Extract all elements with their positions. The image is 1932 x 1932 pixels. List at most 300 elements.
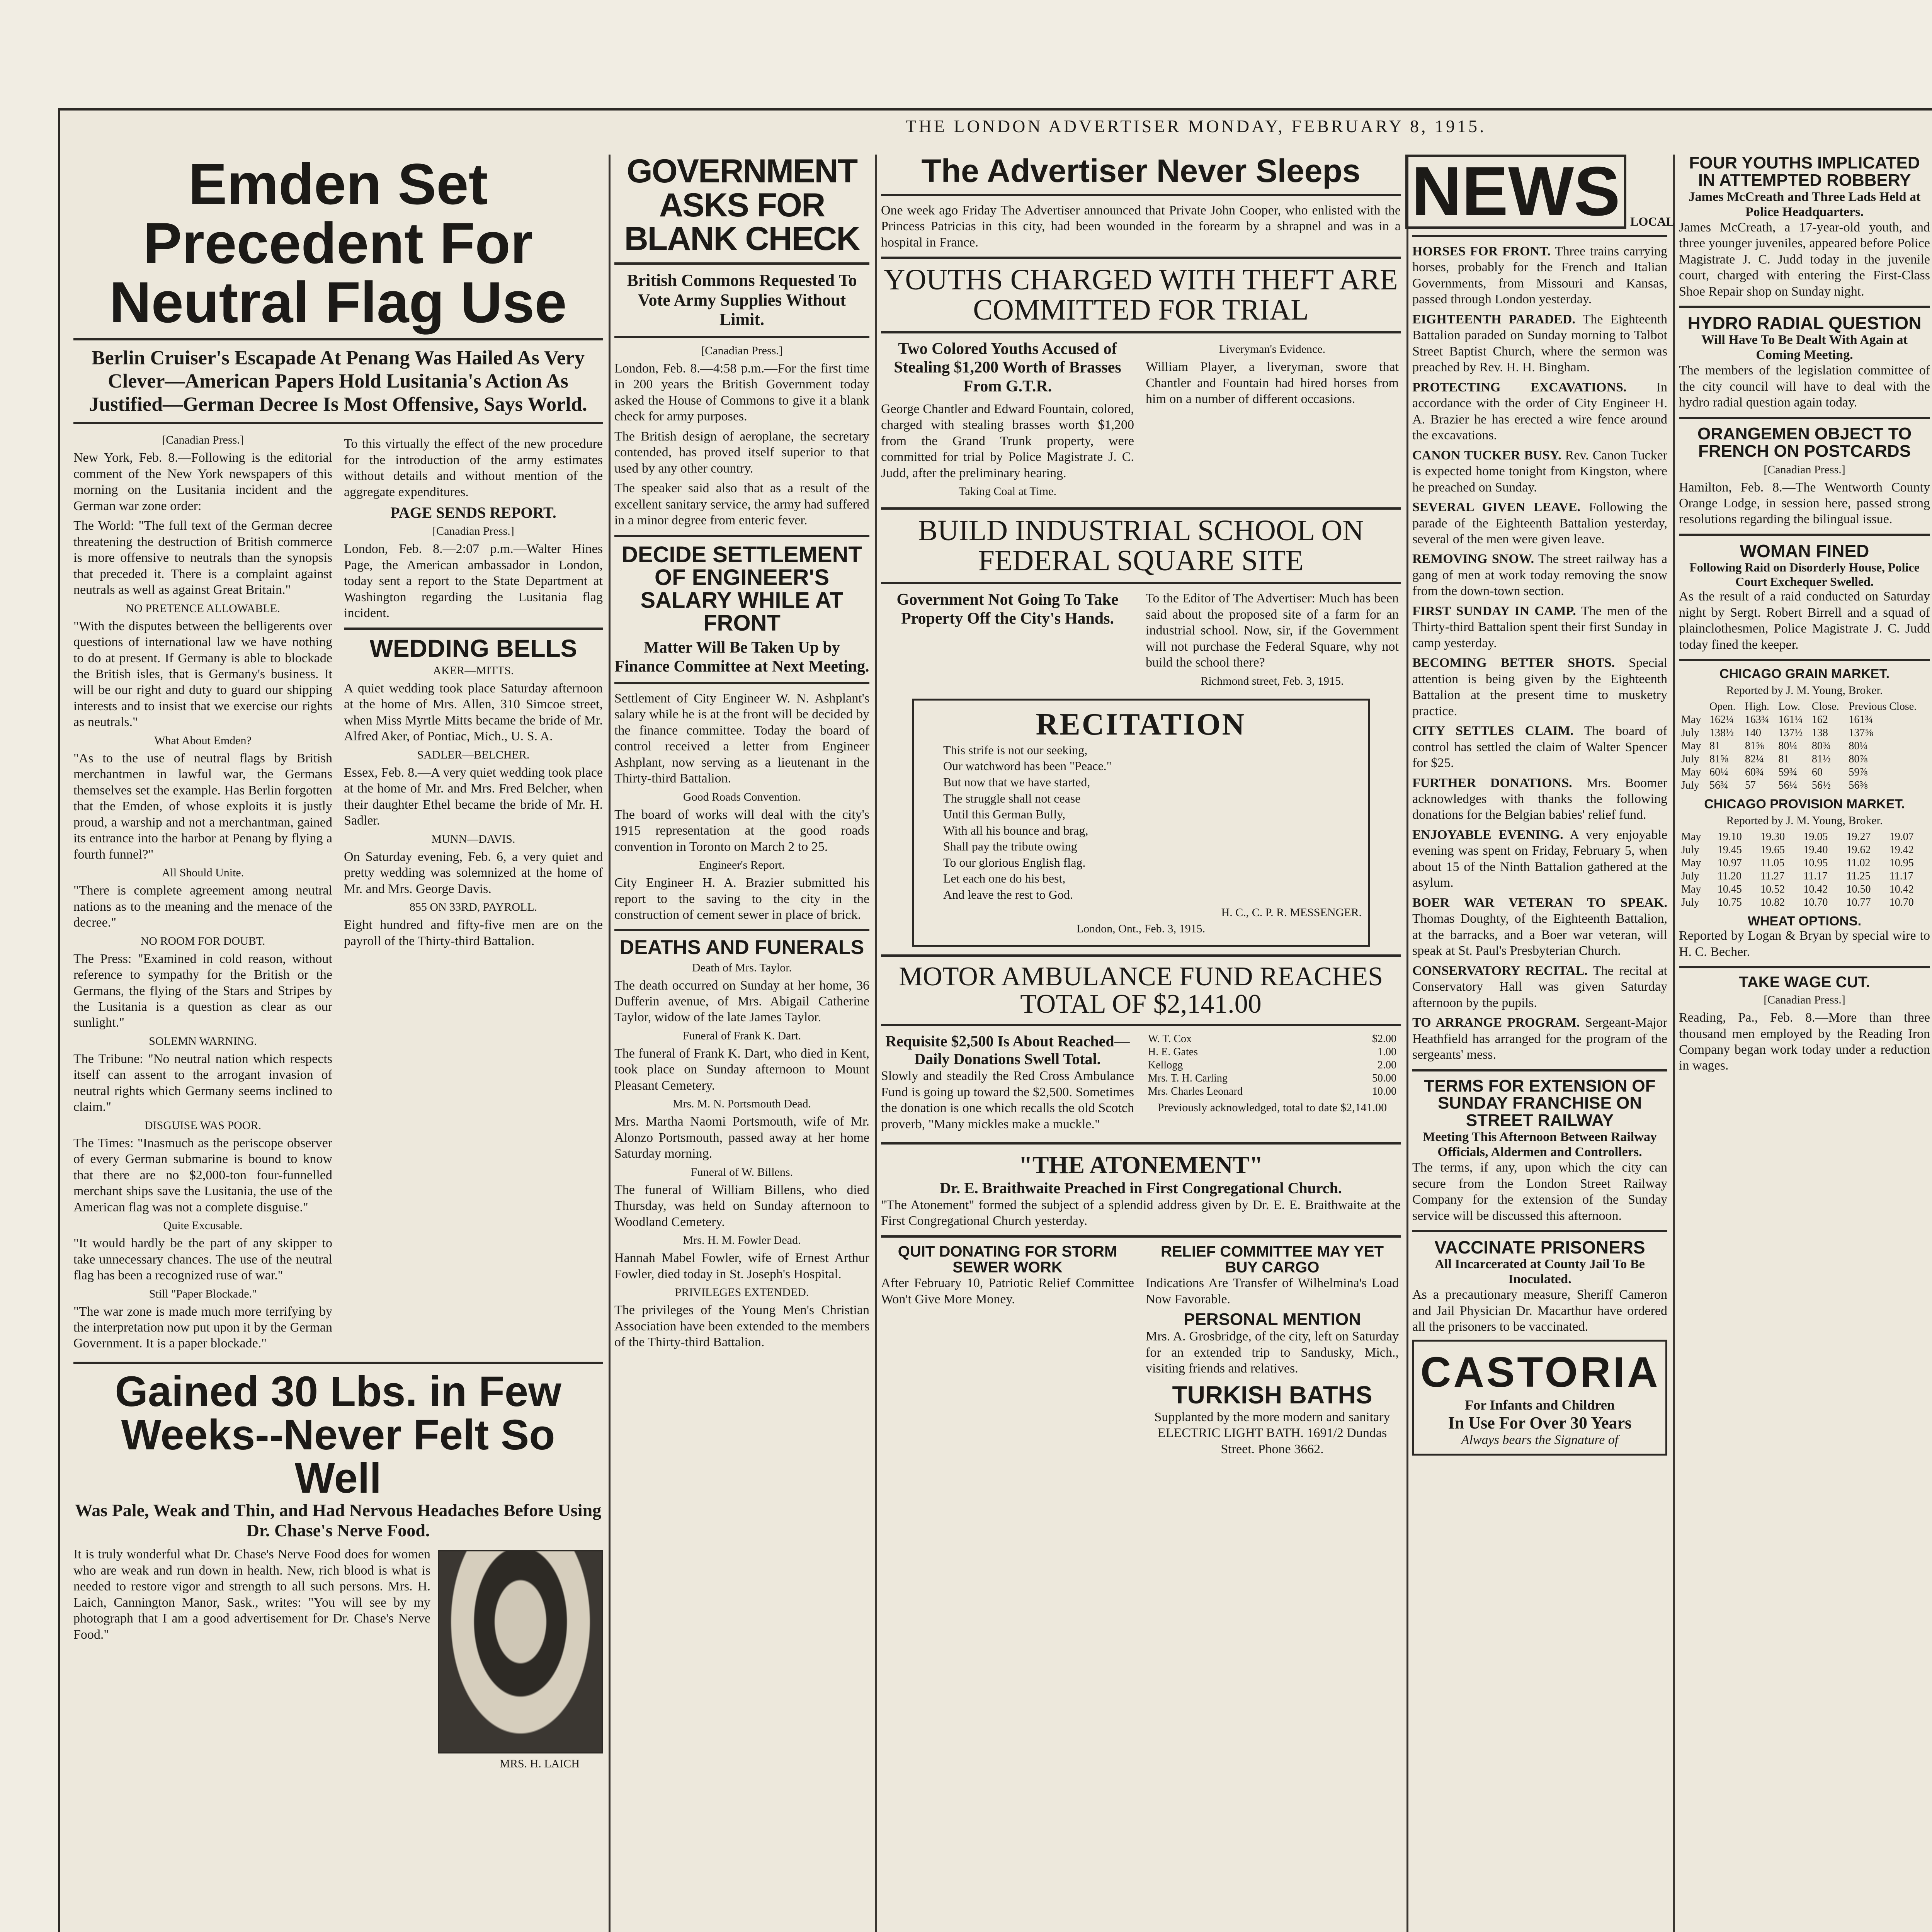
table-row (1679, 830, 1930, 844)
grain-market-heading: CHICAGO GRAIN MARKET. (1719, 667, 1890, 682)
article-paragraph: Reading, Pa., Feb. 8.—More than three thousand men employed by the Reading Iron Company began work today under a reduction in wages. (1679, 1010, 1930, 1073)
table-cell: 80¾ (1811, 740, 1831, 752)
table-header (1679, 700, 1930, 713)
letter-paragraph: To the Editor of The Advertiser: Much has been said about the proposed site of a farm for an industrial school. Now, sir, if the Government will not purchase the Federal Square, why not build the school there? (1146, 591, 1399, 670)
divider (881, 582, 1401, 584)
article-paragraph: The terms, if any, upon which the city can secure from the London Street Railway Company for the extension of the Sunday service will be discussed this afternoon. (1412, 1160, 1667, 1223)
poem-line: Our watchword has been "Peace." (943, 759, 1112, 773)
table-cell: May (1681, 713, 1701, 726)
table-cell: May (1681, 766, 1701, 778)
table-cell: 10.97 (1717, 857, 1742, 869)
atonement-deck: Dr. E. Braithwaite Preached in First Congregational Church. (940, 1179, 1342, 1197)
subhead: MUNN—DAVIS. (431, 832, 515, 845)
relief-cargo-headline: RELIEF COMMITTEE MAY YET BUY CARGO (1160, 1243, 1384, 1276)
credit: [Canadian Press.] (1764, 463, 1845, 476)
table-cell: 10.50 (1846, 883, 1871, 895)
divider (1679, 306, 1930, 308)
table-cell: 10.75 (1717, 896, 1742, 908)
article-paragraph: The men of the Thirty-third Battalion spent their first Sunday in camp yesterday. (1412, 604, 1668, 650)
divider (344, 628, 603, 630)
article-paragraph: Special attention is being given by the Eighteenth Battalion at the present time to musketry practice. (1412, 656, 1668, 718)
table-cell: 19.05 (1803, 830, 1828, 843)
divider (881, 331, 1401, 333)
article-paragraph: The recital at Conservatory Hall was given Saturday afternoon by the pupils. (1412, 963, 1667, 1010)
chase-ad-headline: Gained 30 Lbs. in Few Weeks--Never Felt So Well (115, 1367, 561, 1502)
subhead: 855 ON 33RD, PAYROLL. (409, 901, 537, 914)
article-paragraph: The funeral of Frank K. Dart, who died in Kent, took place on Sunday afternoon to Mount Pleasant Cemetery. (614, 1046, 869, 1093)
table-cell: 80¼ (1778, 740, 1798, 752)
woman-fined-deck: Following Raid on Disorderly House, Police Court Exchequer Swelled. (1689, 560, 1920, 588)
table-row (1679, 883, 1930, 896)
article-paragraph: "The war zone is made much more terrifying by the interpretation now put upon it by the German Government. It is a paper blockade." (73, 1304, 332, 1351)
atonement-headline: "THE ATONEMENT" (1019, 1151, 1263, 1179)
table-cell: 59¾ (1778, 766, 1798, 778)
poem-lines (920, 742, 1362, 903)
article-paragraph: Hamilton, Feb. 8.—The Wentworth County Orange Lodge, in session here, passed strong resolutions regarding the bilingual issue. (1679, 480, 1930, 527)
poem-line: Until this German Bully, (943, 807, 1066, 821)
table-cell: 19.07 (1889, 830, 1914, 843)
subhead: Death of Mrs. Taylor. (692, 961, 792, 974)
table-cell: 140 (1745, 726, 1761, 739)
hydro-headline: HYDRO RADIAL QUESTION (1687, 313, 1922, 333)
donations-total: Previously acknowledged, total to date $2,141.00 (1157, 1101, 1387, 1114)
table-row (1679, 713, 1930, 726)
table-cell: July (1681, 870, 1699, 882)
table-cell: 137⅝ (1849, 726, 1873, 739)
subhead: DISGUISE WAS POOR. (145, 1119, 261, 1132)
table-cell: 138 (1811, 726, 1828, 739)
subhead: ENJOYABLE EVENING. (1412, 827, 1563, 842)
table-row (1679, 844, 1930, 857)
subhead: SEVERAL GIVEN LEAVE. (1412, 500, 1581, 515)
table-cell: July (1681, 844, 1699, 856)
divider (614, 682, 869, 684)
article-paragraph: To this virtually the effect of the new procedure for the introduction of the army estimates without details and without mention of the aggregate expenditures. (344, 437, 603, 499)
subhead: Funeral of W. Billens. (690, 1165, 793, 1179)
table-row (1679, 870, 1930, 883)
column-rule (609, 155, 611, 1932)
table-cell: 10.82 (1760, 896, 1785, 908)
blank-check-headline: GOVERNMENT ASKS FOR BLANK CHECK (624, 153, 860, 258)
donor-name: Mrs. T. H. Carling (1148, 1072, 1228, 1085)
column-header: Close. (1811, 700, 1839, 713)
article-paragraph: Eight hundred and fifty-five men are on the payroll of the Thirty-third Battalion. (344, 918, 603, 948)
table-cell: May (1681, 857, 1701, 869)
article-paragraph: Settlement of City Engineer W. N. Ashplant's salary while he is at the front will be decided by the finance committee. Today the board of control received a letter from Engineer Ashplant, now serving as a lieutenant in the Thirty-third Battalion. (614, 691, 869, 786)
table-cell: 161¾ (1849, 713, 1873, 726)
table-cell: 81⅝ (1709, 753, 1729, 765)
portrait-caption: MRS. H. LAICH (500, 1757, 580, 1770)
theft-deck: Two Colored Youths Accused of Stealing $1,200 Worth of Brasses From G.T.R. (894, 340, 1121, 395)
table-cell: 19.45 (1717, 844, 1742, 856)
emden-headline: Emden Set Precedent For Neutral Flag Use (109, 151, 567, 335)
article-paragraph: The World: "The full text of the German decree threatening the destruction of British commerce is more offensive to neutrals than the synopsis that preceded it. There is a complaint against neutrals as well as against Great Britain." (73, 519, 332, 597)
provision-market-table (1679, 830, 1930, 909)
personal-mention-headline: PERSONAL MENTION (1184, 1310, 1361, 1329)
table-cell: 11.02 (1846, 857, 1871, 869)
never-sleeps-headline: The Advertiser Never Sleeps (921, 153, 1361, 189)
engineer-salary-deck: Matter Will Be Taken Up by Finance Committee at Next Meeting. (614, 639, 869, 675)
table-cell: May (1681, 740, 1701, 752)
news-logo-sub: LOCAL (1630, 214, 1674, 228)
table-cell: 19.30 (1760, 830, 1785, 843)
table-row (1679, 779, 1930, 792)
credit: [Canadian Press.] (432, 525, 514, 538)
article-paragraph: Following the parade of the Eighteenth Battalion yesterday, several of the men were given leave. (1412, 500, 1668, 546)
subhead: EIGHTEENTH PARADED. (1412, 312, 1575, 327)
subhead: REMOVING SNOW. (1412, 552, 1534, 566)
subhead: BECOMING BETTER SHOTS. (1412, 656, 1615, 670)
letter-signoff: Richmond street, Feb. 3, 1915. (1201, 674, 1344, 687)
divider (73, 422, 603, 424)
article-paragraph: As the result of a raid conducted on Saturday night by Sergt. Robert Birrell and a squad of plainclothesmen, Police Magistrate J. C. Judd today fined the keeper. (1679, 589, 1930, 652)
table-cell: 81½ (1811, 753, 1831, 765)
castoria-body: In Use For Over 30 Years (1448, 1413, 1632, 1432)
divider (1679, 417, 1930, 419)
industrial-school-deck: Government Not Going To Take Property Off the City's Hands. (896, 591, 1119, 628)
table-row (1679, 896, 1930, 909)
credit: [Canadian Press.] (162, 434, 244, 447)
table-cell: 81 (1709, 740, 1721, 752)
article-paragraph: The speaker said also that as a result of the excellent sanitary service, the army had suffered in a minor degree from enteric fever. (614, 481, 869, 528)
article-paragraph: London, Feb. 8.—2:07 p.m.—Walter Hines Page, the American ambassador in London, today sent a report to the State Department at Washington regarding the Lusitania flag incident. (344, 542, 603, 621)
castoria-sub: For Infants and Children (1465, 1397, 1615, 1413)
column-header: Open. (1709, 700, 1736, 713)
table-row (1679, 766, 1930, 779)
table-cell: 137½ (1778, 726, 1803, 739)
news-logo: NEWS (1405, 155, 1626, 229)
robbery-headline: FOUR YOUTHS IMPLICATED IN ATTEMPTED ROBBERY (1689, 153, 1920, 190)
column-2 (614, 155, 869, 1932)
table-cell: May (1681, 830, 1701, 843)
recitation-title: RECITATION (1036, 707, 1246, 742)
castoria-title: CASTORIA (1420, 1348, 1660, 1396)
article-paragraph: Mrs. Boomer acknowledges with thanks the following donations for the Belgian babies' relief fund. (1412, 776, 1667, 822)
table-cell: July (1681, 726, 1699, 739)
table-cell: 81 (1778, 753, 1789, 765)
table-cell: 162 (1811, 713, 1828, 726)
subhead: NO PRETENCE ALLOWABLE. (126, 602, 280, 615)
divider (881, 194, 1401, 196)
article-paragraph: Rev. Canon Tucker is expected home tonight from Kingston, where he preached on Sunday. (1412, 448, 1668, 495)
table-cell: 60 (1811, 766, 1823, 778)
table-cell: 11.05 (1760, 857, 1785, 869)
subhead: Still "Paper Blockade." (149, 1287, 257, 1300)
article-paragraph: The Eighteenth Battalion paraded on Sunday morning to Talbot Street Baptist Church, where the sermon was preached by Rev. H. H. Bingham. (1412, 312, 1667, 375)
turkish-baths-body: Supplanted by the more modern and sanitary ELECTRIC LIGHT BATH. 1691/2 Dundas Street. Phone 3662. (1154, 1410, 1390, 1456)
table-cell: 161¼ (1778, 713, 1803, 726)
franchise-deck: Meeting This Afternoon Between Railway Officials, Aldermen and Controllers. (1423, 1130, 1657, 1160)
poem-line: Let each one do his best, (943, 871, 1066, 886)
article-paragraph: A very enjoyable evening was spent on Friday, February 5, when about 15 of the Ninth Battalion gathered at the asylum. (1412, 827, 1667, 890)
table-cell: July (1681, 753, 1699, 765)
subhead: CANON TUCKER BUSY. (1412, 448, 1561, 463)
table-cell: July (1681, 779, 1699, 791)
credit: [Canadian Press.] (1764, 993, 1845, 1007)
ambulance-headline: MOTOR AMBULANCE FUND REACHES TOTAL OF $2,141.00 (898, 961, 1383, 1019)
table-cell: 162¼ (1709, 713, 1734, 726)
donation-amount: 1.00 (1378, 1046, 1396, 1058)
article-paragraph: "The Atonement" formed the subject of a splendid address given by Dr. E. E. Braithwaite at the First Congregational Church yesterday. (881, 1197, 1401, 1228)
article-paragraph: George Chantler and Edward Fountain, colored, charged with stealing brasses worth $1,200 from the Grand Trunk property, were committed for trial by Police Magistrate J. C. Judd, after the preliminary hearing. (881, 402, 1134, 480)
article-paragraph: The privileges of the Young Men's Christian Association have been extended to the members of the Thirty-third Battalion. (614, 1303, 869, 1349)
column-header: Previous Close. (1849, 700, 1917, 713)
column-header: Low. (1778, 700, 1800, 713)
article-paragraph: "With the disputes between the belligerents over questions of international law we have nothing to do at present. If Germany is able to blockade the British isles, that is Germany's business. It will be our right and duty to guard our shipping interests and to insist that we exercise our rights as neutrals." (73, 619, 332, 730)
table-cell: 10.42 (1803, 883, 1828, 895)
subhead: What About Emden? (154, 734, 252, 747)
article-paragraph: The death occurred on Sunday at her home, 36 Dufferin avenue, of Mrs. Abigail Catherine Taylor, widow of the late James Taylor. (614, 978, 869, 1025)
column-3 (881, 155, 1401, 1932)
table-cell: 10.52 (1760, 883, 1785, 895)
table-cell: 10.42 (1889, 883, 1914, 895)
poem-date: London, Ont., Feb. 3, 1915. (1076, 922, 1206, 935)
article-paragraph: One week ago Friday The Advertiser announced that Private John Cooper, who enlisted with the Princess Patricias in this city, had been wounded in the forearm by a shrapnel and was in a hospital in France. (881, 203, 1401, 250)
divider (614, 262, 869, 265)
masthead-line: THE LONDON ADVERTISER MONDAY, FEBRUARY 8, 1915. (905, 116, 1486, 136)
poem-line: Shall pay the tribute owing (943, 839, 1077, 854)
divider (881, 257, 1401, 259)
poem-line: But now that we have started, (943, 775, 1090, 789)
subhead: Engineer's Report. (699, 859, 785, 872)
poem-line: This strife is not our seeking, (943, 743, 1088, 757)
subhead: NO ROOM FOR DOUBT. (140, 934, 265, 947)
vaccinate-headline: VACCINATE PRISONERS (1434, 1237, 1645, 1258)
grain-market-table (1679, 700, 1930, 792)
subhead: Mrs. M. N. Portsmouth Dead. (672, 1097, 811, 1111)
subhead: SADLER—BELCHER. (417, 748, 530, 761)
table-cell: 80⅞ (1849, 753, 1868, 765)
hydro-deck: Will Have To Be Dealt With Again at Coming Meeting. (1701, 333, 1908, 362)
table-row (1146, 1085, 1399, 1098)
article-paragraph: City Engineer H. A. Brazier submitted his report to the saving to the city in the construction of cement sewer in place of brick. (614, 876, 869, 922)
subhead: CONSERVATORY RECITAL. (1412, 963, 1588, 978)
table-row (1146, 1059, 1399, 1072)
table-row (1679, 726, 1930, 740)
article-paragraph: The board of works will deal with the city's 1915 representation at the good roads convention in Toronto on March 2 to 25. (614, 807, 869, 854)
table-cell: 57 (1745, 779, 1756, 791)
article-paragraph: On Saturday evening, Feb. 6, a very quiet and pretty wedding was solemnized at the home of Mr. and Mrs. George Davis. (344, 849, 603, 896)
wheat-options-heading: WHEAT OPTIONS. (1747, 913, 1862, 929)
table-cell: 10.70 (1803, 896, 1828, 908)
orangemen-headline: ORANGEMEN OBJECT TO FRENCH ON POSTCARDS (1697, 424, 1912, 461)
table-cell: 19.62 (1846, 844, 1871, 856)
article-paragraph: Indications Are Transfer of Wilhelmina's Load Now Favorable. (1146, 1276, 1399, 1306)
donation-amount: 10.00 (1372, 1085, 1396, 1098)
poem-line: With all his bounce and brag, (943, 823, 1088, 837)
table-cell: 10.70 (1889, 896, 1914, 908)
table-cell: 19.27 (1846, 830, 1871, 843)
vaccinate-deck: All Incarcerated at County Jail To Be Inoculated. (1435, 1257, 1645, 1287)
poem-line: To our glorious English flag. (943, 855, 1086, 869)
table-row (1146, 1072, 1399, 1085)
subhead: PROTECTING EXCAVATIONS. (1412, 380, 1627, 395)
article-paragraph: "There is complete agreement among neutral nations as to the meaning and the menace of the decree." (73, 883, 332, 930)
table-cell: 138½ (1709, 726, 1734, 739)
article-paragraph: After February 10, Patriotic Relief Committee Won't Give More Money. (881, 1276, 1134, 1306)
poem-credit: H. C., C. P. R. MESSENGER. (1221, 906, 1362, 919)
article-paragraph: Mrs. A. Grosbridge, of the city, left on Saturday for an extended trip to Sandusky, Mich., visiting friends and relatives. (1146, 1329, 1399, 1376)
article-paragraph: The board of control has settled the claim of Walter Spencer for $25. (1412, 724, 1667, 770)
article-paragraph: "As to the use of neutral flags by British merchantmen in lawful war, the Germans themselves set the example. Has Berlin forgotten that the Emden, of whose exploits it is justly proud, a warship and not a merchantman, gained its entrance into the harbor at Penang by flying a fourth funnel?" (73, 751, 332, 862)
engineer-salary-headline: DECIDE SETTLEMENT OF ENGINEER'S SALARY WHILE AT FRONT (622, 542, 862, 636)
credit: [Canadian Press.] (701, 344, 783, 357)
subhead: Mrs. H. M. Fowler Dead. (683, 1234, 801, 1247)
market-reporter: Reported by J. M. Young, Broker. (1726, 814, 1883, 827)
table-cell: 11.27 (1760, 870, 1785, 882)
subhead: FIRST SUNDAY IN CAMP. (1412, 604, 1576, 618)
article-paragraph: The funeral of William Billens, who died Thursday, was held on Sunday afternoon to Woodland Cemetery. (614, 1182, 869, 1229)
subhead: TO ARRANGE PROGRAM. (1412, 1015, 1580, 1030)
subhead: All Should Unite. (162, 866, 244, 879)
article-paragraph: In accordance with the order of City Engineer H. A. Brazier he has erected a wire fence around the excavations. (1412, 380, 1668, 443)
column-rule (1673, 155, 1675, 1932)
storm-sewer-headline: QUIT DONATING FOR STORM SEWER WORK (898, 1243, 1117, 1276)
table-cell: 19.65 (1760, 844, 1785, 856)
article-paragraph: Mrs. Martha Naomi Portsmouth, wife of Mr. Alonzo Portsmouth, passed away at her home Saturday morning. (614, 1114, 869, 1161)
article-paragraph: Hannah Mabel Fowler, wife of Ernest Arthur Fowler, died today in St. Joseph's Hospital. (614, 1251, 869, 1281)
table-row (1146, 1032, 1399, 1046)
donor-name: W. T. Cox (1148, 1033, 1192, 1045)
woman-fined-headline: WOMAN FINED (1740, 541, 1869, 561)
industrial-school-headline: BUILD INDUSTRIAL SCHOOL ON FEDERAL SQUARE SITE (918, 514, 1364, 577)
divider (881, 954, 1401, 957)
column-header: High. (1745, 700, 1769, 713)
article-paragraph: The members of the legislation committee of the city council will have to deal with the hydro radial question again today. (1679, 363, 1930, 410)
chase-ad-deck: Was Pale, Weak and Thin, and Had Nervous Headaches Before Using Dr. Chase's Nerve Food. (75, 1500, 602, 1541)
article-paragraph: James McCreath, a 17-year-old youth, and three younger juveniles, appeared before Police Magistrate J. C. Judd today in the juvenile court, charged with entering the First-Class Shoe Repair shop on Sunday night. (1679, 220, 1930, 299)
donor-name: H. E. Gates (1148, 1046, 1198, 1058)
poem-line: The struggle shall not cease (943, 791, 1081, 805)
article-paragraph: Slowly and steadily the Red Cross Ambulance Fund is going up toward the $2,500. Sometimes the donation is one which recalls the old Scotch proverb, "Many mickles make a muckle." (881, 1069, 1134, 1131)
divider (1412, 1069, 1667, 1071)
table-cell: 10.77 (1846, 896, 1871, 908)
divider (614, 535, 869, 537)
table-cell: 10.45 (1717, 883, 1742, 895)
article-paragraph: Thomas Doughty, of the Eighteenth Battalion, at the barracks, and a Boer war veteran, will speak at St. Paul's Presbyterian Church. (1412, 912, 1667, 958)
table-cell: 56¼ (1778, 779, 1798, 791)
emden-deck: Berlin Cruiser's Escapade At Penang Was Hailed As Very Clever—American Papers Hold Lusitania's Action As Justified—German Decree Is Most Offensive, Says World. (89, 347, 587, 415)
table-cell: 11.25 (1846, 870, 1871, 882)
table-cell: 81⅝ (1745, 740, 1764, 752)
subhead: Funeral of Frank K. Dart. (682, 1029, 801, 1042)
divider (73, 338, 603, 340)
divider (1679, 966, 1930, 968)
donor-name: Mrs. Charles Leonard (1148, 1085, 1243, 1098)
table-cell: 11.20 (1717, 870, 1742, 882)
table-cell: 10.95 (1803, 857, 1828, 869)
column-rule (1406, 155, 1408, 1932)
divider (614, 336, 869, 338)
article-paragraph: The Tribune: "No neutral nation which respects itself can assent to the arrogant invasion of neutral rights which Germany seems inclined to claim." (73, 1051, 332, 1114)
table-row (1679, 740, 1930, 753)
theft-headline: YOUTHS CHARGED WITH THEFT ARE COMMITTED FOR TRIAL (884, 264, 1398, 326)
article-paragraph: Reported by Logan & Bryan by special wire to H. C. Becher. (1679, 929, 1930, 959)
subhead: HORSES FOR FRONT. (1412, 244, 1551, 259)
provision-market-heading: CHICAGO PROVISION MARKET. (1704, 796, 1905, 811)
table-cell: 163¾ (1745, 713, 1769, 726)
masthead (58, 116, 1932, 139)
donation-amount: $2.00 (1372, 1033, 1396, 1045)
column-1 (73, 151, 603, 1932)
table-cell: 60¾ (1745, 766, 1764, 778)
divider (73, 1362, 603, 1364)
castoria-ad (1412, 1340, 1667, 1456)
table-cell: 56¾ (1709, 779, 1729, 791)
table-cell: 56⅜ (1849, 779, 1868, 791)
article-paragraph: A quiet wedding took place Saturday afternoon at the home of Mrs. Allen, 310 Simcoe street, when Miss Myrtle Mitts became the bride of Mr. Alfred Aker, of Pontiac, Mich., U. S. A. (344, 681, 603, 744)
article-paragraph: The Times: "Inasmuch as the periscope observer of every German submarine is bound to know that there are no $2,000-ton four-funnelled merchant ships save the Lusitania, the use of the American flag was not a complete disguise." (73, 1136, 332, 1214)
article-paragraph: New York, Feb. 8.—Following is the editorial comment of the New York newspapers of this morning on the Lusitania incident and the German war zone order: (73, 451, 332, 513)
divider (881, 507, 1401, 510)
article-paragraph: The British design of aeroplane, the secretary contended, has proved itself superior to that used by any other country. (614, 429, 869, 476)
table-cell: 19.42 (1889, 844, 1914, 856)
divider (1679, 534, 1930, 536)
divider (881, 1024, 1401, 1026)
table-cell: 10.95 (1889, 857, 1914, 869)
turkish-baths-ad: TURKISH BATHS (1172, 1381, 1372, 1409)
article-paragraph: London, Feb. 8.—4:58 p.m.—For the first time in 200 years the British Government today asked the House of Commons to give it a blank check for army purposes. (614, 361, 869, 424)
wage-cut-headline: TAKE WAGE CUT. (1739, 974, 1870, 991)
subhead: Taking Coal at Time. (959, 485, 1056, 498)
column-5 (1679, 155, 1930, 1932)
table-row (1146, 1046, 1399, 1059)
article-paragraph: As a precautionary measure, Sheriff Cameron and Jail Physician Dr. Macarthur have ordered all the prisoners to be vaccinated. (1412, 1287, 1667, 1334)
column-4 (1412, 153, 1674, 1932)
recitation-box (912, 699, 1370, 947)
ambulance-deck: Requisite $2,500 Is About Reached—Daily Donations Swell Total. (885, 1032, 1130, 1068)
donation-amount: 50.00 (1372, 1072, 1396, 1085)
divider (881, 1235, 1401, 1238)
article-paragraph: "It would hardly be the part of any skipper to take unnecessary chances. The use of the neutral flag has been a recognized ruse of war." (73, 1236, 332, 1283)
article-paragraph: William Player, a liveryman, swore that Chantler and Fountain had hired horses from him on a number of different occasions. (1146, 360, 1399, 406)
subhead: PRIVILEGES EXTENDED. (675, 1286, 809, 1299)
table-cell: 19.10 (1717, 830, 1742, 843)
table-cell: 56½ (1811, 779, 1831, 791)
divider (1412, 235, 1667, 237)
castoria-signature: Always bears the Signature of (1461, 1432, 1619, 1447)
market-reporter: Reported by J. M. Young, Broker. (1726, 684, 1883, 697)
robbery-deck: James McCreath and Three Lads Held at Police Headquarters. (1688, 189, 1921, 219)
donor-name: Kellogg (1148, 1059, 1183, 1071)
article-paragraph: The street railway has a gang of men at work today removing the snow from the down-town section. (1412, 552, 1668, 599)
column-rule (875, 155, 877, 1932)
article-paragraph: Sergeant-Major Heathfield has arranged for the program of the sergeants' mess. (1412, 1015, 1667, 1062)
table-cell: 11.17 (1803, 870, 1828, 882)
article-paragraph: The Press: "Examined in cold reason, without reference to sympathy for the British or the Germans, the flying of the Stars and Stripes by the Lusitania is a question as clear as our sunlight." (73, 951, 332, 1030)
divider (614, 929, 869, 931)
chase-ad-body: It is truly wonderful what Dr. Chase's Nerve Food does for women who are weak and run down in health. New, rich blood is what is needed to restore vigor and strength to all such persons. Mrs. H. Laich, Cannington Manor, Sask., writes: "You will see by my photograph that I am a good advertisement for Dr. Chase's Nerve Food." (73, 1547, 430, 1642)
franchise-headline: TERMS FOR EXTENSION OF SUNDAY FRANCHISE ON STREET RAILWAY (1424, 1076, 1656, 1130)
divider (1412, 1230, 1667, 1232)
subhead: Quite Excusable. (163, 1219, 243, 1232)
subhead: SOLEMN WARNING. (149, 1034, 257, 1048)
table-cell: 59⅞ (1849, 766, 1868, 778)
article-paragraph: Essex, Feb. 8.—A very quiet wedding took place at the home of Mr. and Mrs. Fred Belcher, when their daughter Ethel became the bride of Mr. H. Sadler. (344, 765, 603, 828)
subhead: FURTHER DONATIONS. (1412, 776, 1572, 790)
table-cell: 80¼ (1849, 740, 1868, 752)
table-cell: 60¼ (1709, 766, 1729, 778)
subhead: AKER—MITTS. (433, 664, 514, 677)
divider (1679, 659, 1930, 661)
donation-amount: 2.00 (1378, 1059, 1396, 1071)
table-cell: 82¼ (1745, 753, 1764, 765)
poem-line: And leave the rest to God. (943, 888, 1073, 902)
portrait-image (438, 1550, 603, 1753)
subhead: CITY SETTLES CLAIM. (1412, 724, 1574, 738)
table-row (1679, 753, 1930, 766)
article-paragraph: Three trains carrying horses, probably for the French and Italian Governments, from Missouri and Kansas, passed through London yesterday. (1412, 244, 1667, 307)
